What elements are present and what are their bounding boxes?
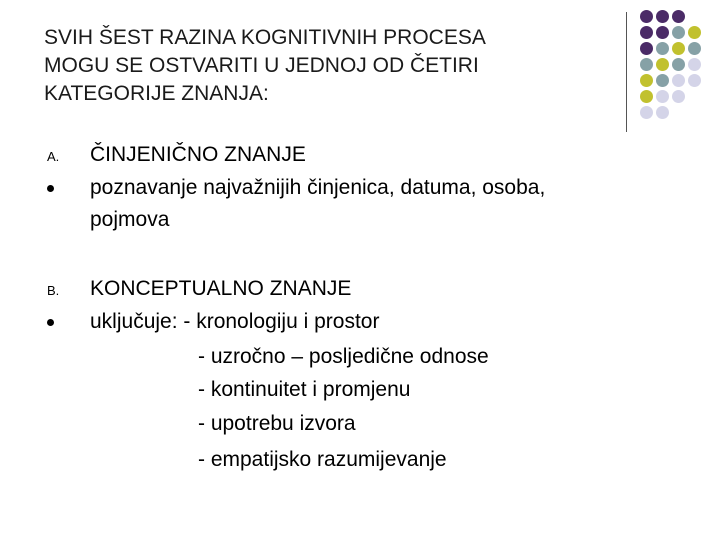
decorative-dot — [688, 26, 701, 39]
title-line-1: SVIH ŠEST RAZINA KOGNITIVNIH PROCESA — [44, 26, 486, 49]
title-line-3: KATEGORIJE ZNANJA: — [44, 82, 269, 105]
slide-title — [44, 24, 604, 108]
bullet-dot-a — [47, 185, 54, 192]
section-b-label: B. — [47, 283, 60, 298]
decorative-dot — [640, 26, 653, 39]
list-item: - upotrebu izvora — [198, 412, 356, 435]
decorative-dot — [672, 58, 685, 71]
title-line-2: MOGU SE OSTVARITI U JEDNOJ OD ČETIRI — [44, 54, 479, 77]
list-item: - empatijsko razumijevanje — [198, 448, 447, 471]
section-b-heading: KONCEPTUALNO ZNANJE — [90, 277, 352, 300]
decorative-dot — [640, 106, 653, 119]
decorative-dot — [640, 74, 653, 87]
decorative-dot — [672, 42, 685, 55]
decorative-dot — [640, 10, 653, 23]
section-a-body-line-2: pojmova — [90, 208, 170, 231]
decorative-dot — [656, 90, 669, 103]
decorative-dot — [656, 58, 669, 71]
decorative-dot — [688, 74, 701, 87]
list-item: - uzročno – posljedične odnose — [198, 345, 489, 368]
list-item: - kontinuitet i promjenu — [198, 378, 411, 401]
bullet-dot-b — [47, 319, 54, 326]
decorative-dot — [672, 10, 685, 23]
decorative-dot — [656, 10, 669, 23]
decorative-dot — [640, 42, 653, 55]
section-a-body-line-1: poznavanje najvažnijih činjenica, datuma, osoba, — [90, 176, 546, 199]
decorative-dot — [656, 26, 669, 39]
decorative-vertical-line — [626, 12, 627, 132]
decorative-dot — [656, 106, 669, 119]
decorative-dot — [672, 90, 685, 103]
section-a-label: A. — [47, 149, 60, 164]
decorative-dot — [688, 42, 701, 55]
decorative-dot — [672, 26, 685, 39]
decorative-dot — [640, 90, 653, 103]
section-a-heading: ČINJENIČNO ZNANJE — [90, 143, 306, 166]
decorative-dot — [672, 74, 685, 87]
section-b-body-line-1: uključuje: - kronologiju i prostor — [90, 310, 380, 333]
decorative-dot — [688, 58, 701, 71]
decorative-dot — [640, 58, 653, 71]
decorative-dot — [656, 42, 669, 55]
decorative-dot — [656, 74, 669, 87]
